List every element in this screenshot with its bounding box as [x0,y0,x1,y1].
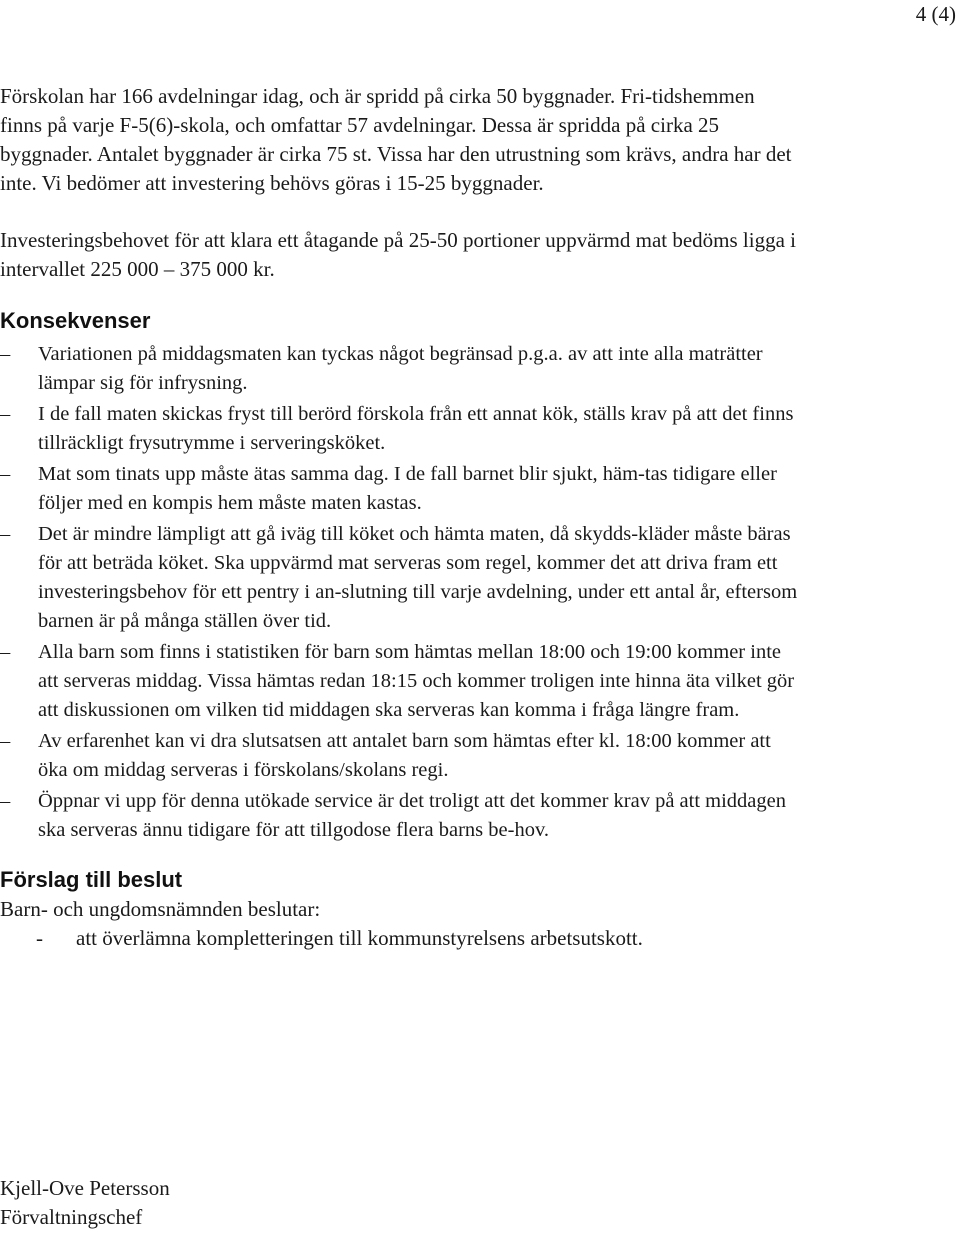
signatory-name: Kjell-Ove Petersson [0,1176,170,1200]
list-item [0,460,800,518]
dash-bullet: – [0,730,11,752]
dash-bullet: – [0,343,11,365]
consequences-heading: Konsekvenser [0,308,151,333]
list-item [0,727,800,785]
list-item-text: Mat som tinats upp måste ätas samma dag. I de fall barnet blir sjukt, häm-tas tidigare eller följer med en kompis hem måste maten kastas. [38,463,777,514]
list-item-text: Det är mindre lämpligt att gå iväg till köket och hämta maten, då skydds-kläder måste bäras för att beträda köket. Ska uppvärmd mat serveras som regel, kommer det att driva fram ett investeringsbehov för ett pentry i an-slutning till varje avdelning, under ett antal år, eftersom barnen är på många ställen över tid. [38,523,798,632]
list-item-text: Öppnar vi upp för denna utökade service är det troligt att det kommer krav på att middagen ska serveras ännu tidigare för att tillgodose flera barns be-hov. [38,790,786,841]
list-item-text: I de fall maten skickas fryst till berörd förskola från ett annat kök, ställs krav på att det finns tillräckligt frysutrymme i serveringsköket. [38,403,794,454]
list-item-text: att överlämna kompletteringen till kommunstyrelsens arbetsutskott. [76,926,643,950]
list-item [0,340,800,398]
dash-bullet: - [36,926,43,950]
proposal-intro: Barn- och ungdomsnämnden beslutar: [0,897,321,921]
dash-bullet: – [0,523,11,545]
list-item [0,787,800,845]
signature-block [0,1174,170,1232]
list-item [0,924,800,953]
list-item [0,520,800,636]
dash-bullet: – [0,403,11,425]
list-item-text: Variationen på middagsmaten kan tyckas något begränsad p.g.a. av att inte alla maträtter lämpar sig för infrysning. [38,343,763,394]
document-body [0,82,800,953]
intro-paragraph-investment: Investeringsbehovet för att klara ett åtagande på 25-50 portioner uppvärmd mat bedöms ligga i intervallet 225 000 – 375 000 kr. [0,228,797,281]
page-number: 4 (4) [915,2,956,26]
list-item-text: Alla barn som finns i statistiken för barn som hämtas mellan 18:00 och 19:00 kommer inte att serveras middag. Vissa hämtas redan 18:15 och kommer troligen inte hinna äta vilket gör att diskussionen om vilken tid middagen ska serveras kan komma i fråga längre fram. [38,641,795,721]
intro-paragraph-buildings: Förskolan har 166 avdelningar idag, och är spridd på cirka 50 byggnader. Fri-tidshemmen finns på varje F-5(6)-skola, och omfattar 57 avdelningar. Dessa är spridda på cirka 25 byggnader. Antalet byggnader är cirka 75 st. Vissa har den utrustning som krävs, andra har det inte. Vi bedömer att investering behövs göras i 15-25 byggnader. [0,84,792,195]
dash-bullet: – [0,790,11,812]
list-item [0,400,800,458]
signatory-title: Förvaltningschef [0,1205,143,1229]
consequences-list [0,340,800,845]
list-item [0,638,800,725]
list-item-text: Av erfarenhet kan vi dra slutsatsen att antalet barn som hämtas efter kl. 18:00 kommer att öka om middag serveras i förskolans/skolans regi. [38,730,771,781]
proposal-heading: Förslag till beslut [0,867,183,892]
dash-bullet: – [0,463,11,485]
decision-list [0,924,800,953]
dash-bullet: – [0,641,11,663]
